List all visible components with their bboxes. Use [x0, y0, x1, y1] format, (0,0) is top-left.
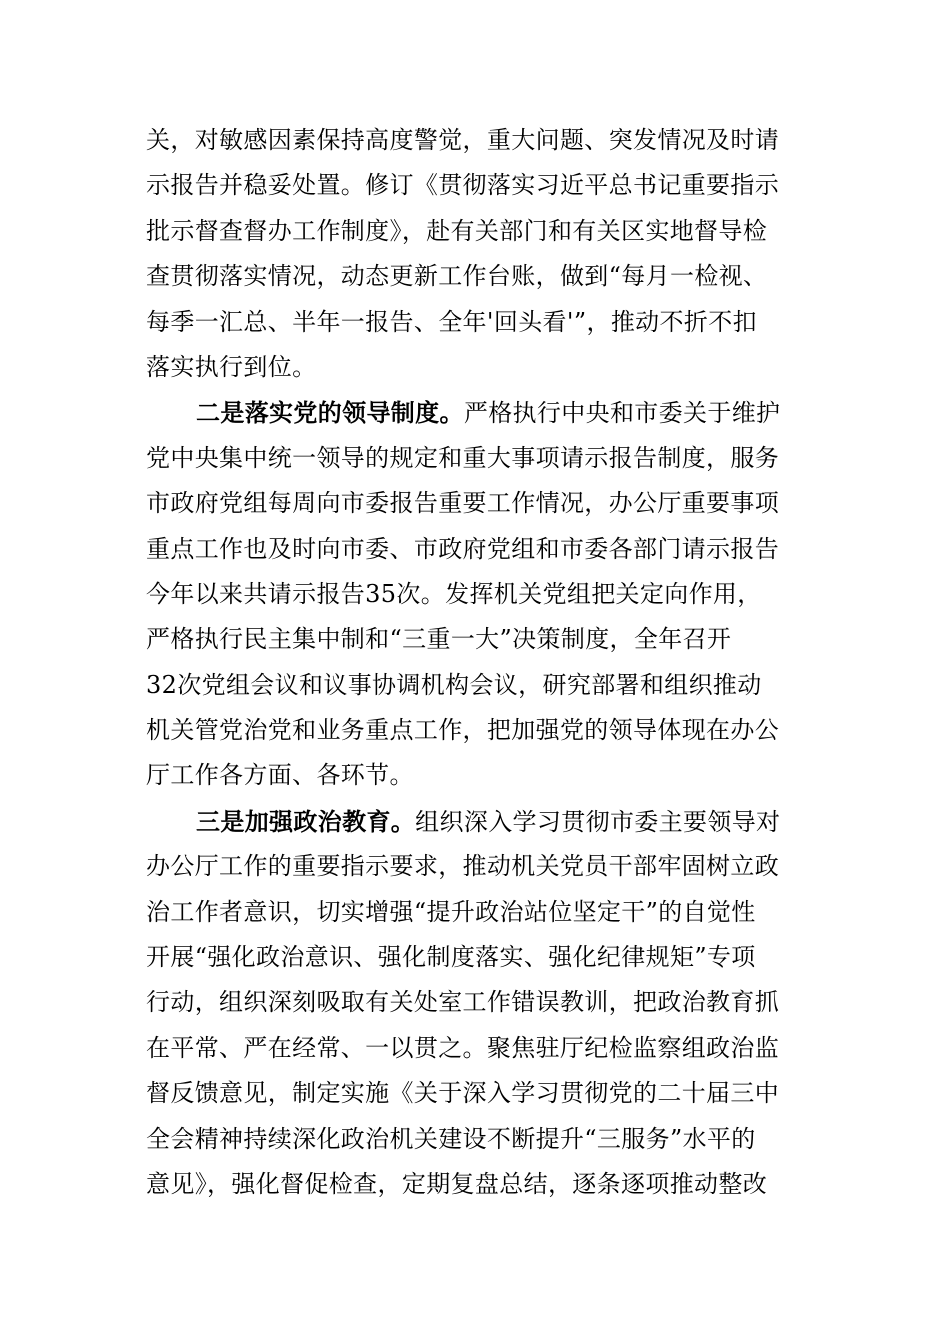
paragraph-1-line-3: 批示督查督办工作制度》，赴有关部门和有关区实地督导检: [146, 216, 768, 245]
paragraph-3-line-9: 意见》，强化督促检查，定期复盘总结，逐条逐项推动整改: [146, 1169, 768, 1198]
paragraph-2-line-1: [146, 390, 810, 435]
paragraph-3-line-2: 办公厅工作的重要指示要求，推动机关党员干部牢固树立政: [146, 852, 780, 881]
paragraph-2-line-5: 今年以来共请示报告35次。发挥机关党组把关定向作用，: [146, 579, 762, 608]
paragraph-2-line-7: 32次党组会议和议事协调机构会议，研究部署和组织推动: [146, 670, 762, 699]
paragraph-1-line-2: 示报告并稳妥处置。修订《贯彻落实习近平总书记重要指示: [146, 171, 780, 200]
paragraph-1-line-5: 每季一汇总、半年一报告、全年'回头看'”，推动不折不扣: [146, 307, 757, 336]
paragraph-2-line-4: 重点工作也及时向市委、市政府党组和市委各部门请示报告: [146, 534, 780, 563]
paragraph-3-line-4: 开展“强化政治意识、强化制度落实、强化纪律规矩”专项: [146, 943, 756, 972]
paragraph-1-line-1: 关，对敏感因素保持高度警觉，重大问题、突发情况及时请: [146, 126, 780, 154]
paragraph-2-line-3: 市政府党组每周向市委报告重要工作情况，办公厅重要事项: [146, 489, 780, 518]
document-body: [146, 118, 810, 1207]
paragraph-2-first-line-rest: 严格执行中央和市委关于维护: [463, 399, 781, 428]
paragraph-3-heading: 三是加强政治教育。: [196, 806, 416, 836]
paragraph-3-line-3: 治工作者意识，切实增强“提升政治站位坚定干”的自觉性: [146, 897, 756, 926]
paragraph-2-line-6: 严格执行民主集中制和“三重一大”决策制度，全年召开: [146, 625, 732, 654]
paragraph-2-line-8: 机关管党治党和业务重点工作，把加强党的领导体现在办公: [146, 716, 780, 745]
paragraph-1-line-4: 查贯彻落实情况，动态更新工作台账，做到“每月一检视、: [146, 262, 768, 291]
paragraph-2-heading: 二是落实党的领导制度。: [196, 398, 464, 428]
paragraph-3-line-8: 全会精神持续深化政治机关建设不断提升“三服务”水平的: [146, 1124, 756, 1153]
paragraph-3-line-1: [146, 799, 810, 844]
paragraph-3-line-5: 行动，组织深刻吸取有关处室工作错误教训，把政治教育抓: [146, 988, 780, 1017]
paragraph-2-line-2: 党中央集中统一领导的规定和重大事项请示报告制度，服务: [146, 443, 780, 472]
paragraph-2-line-9: 厅工作各方面、各环节。: [146, 761, 414, 790]
paragraph-3-first-line-rest: 组织深入学习贯彻市委主要领导对: [415, 807, 781, 836]
paragraph-1-line-6: 落实执行到位。: [146, 352, 317, 381]
paragraph-3-line-7: 督反馈意见，制定实施《关于深入学习贯彻党的二十届三中: [146, 1079, 780, 1108]
paragraph-3-line-6: 在平常、严在经常、一以贯之。聚焦驻厅纪检监察组政治监: [146, 1033, 780, 1062]
